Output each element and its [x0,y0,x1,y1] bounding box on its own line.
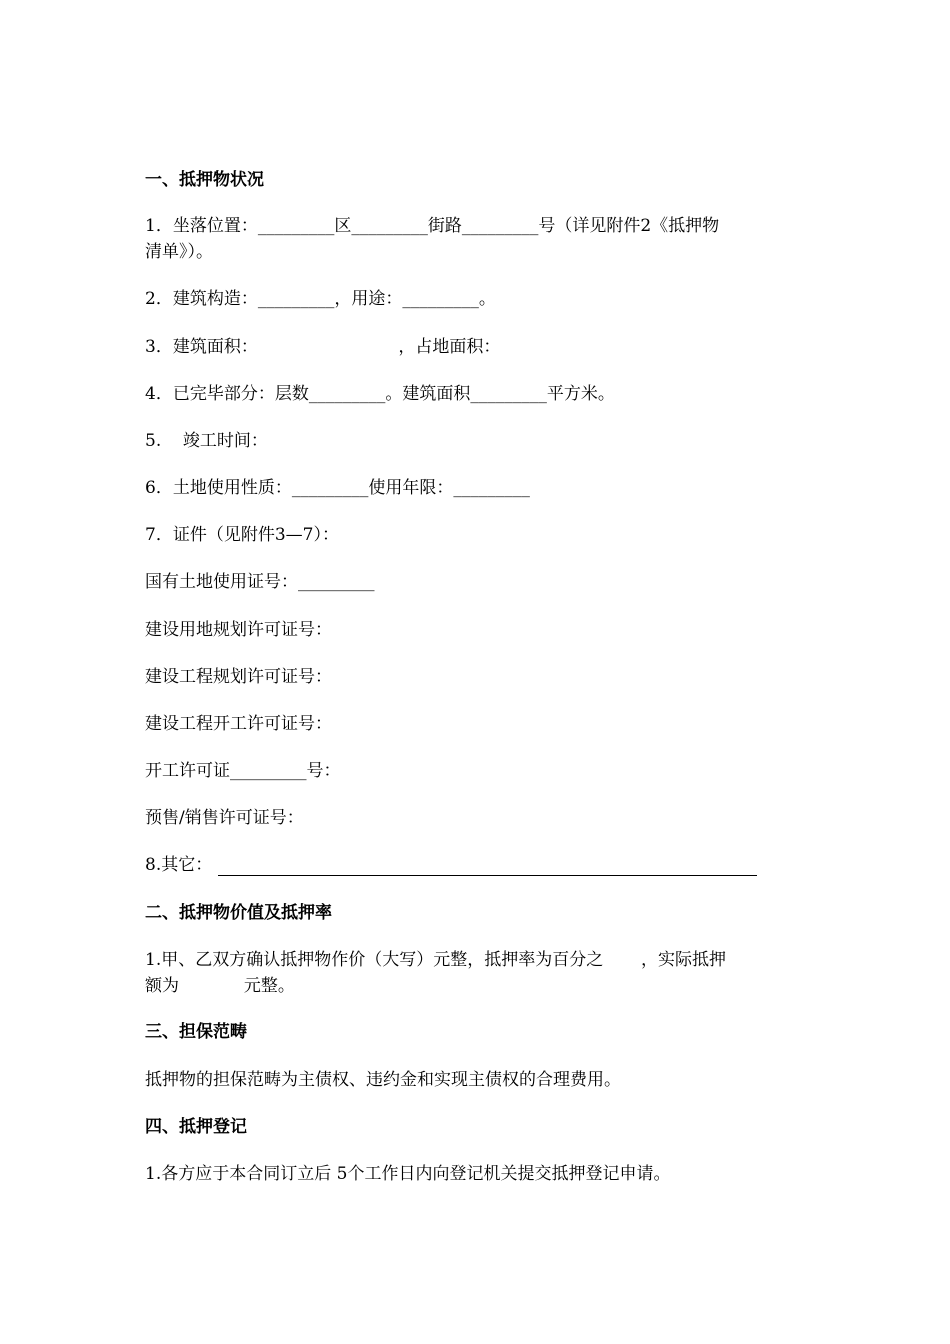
clause-work-permit: 开工许可证_________号： [145,761,341,781]
clause-certificates: 7．证件（见附件3—7）： [145,525,339,545]
clause-land-use: 6．土地使用性质：_________使用年限：_________ [145,478,530,498]
clause-construction-permit: 建设工程开工许可证号： [145,714,332,734]
section-heading-registration: 四、抵押登记 [145,1117,247,1137]
clause-land-planning-permit: 建设用地规划许可证号： [145,620,332,640]
clause-building-area: 3．建筑面积： ，占地面积： [145,337,501,357]
clause-guarantee-scope: 抵押物的担保范畴为主债权、违约金和实现主债权的合理费用。 [145,1070,621,1090]
clause-other: 8.其它： [145,855,213,875]
clause-engineering-planning-permit: 建设工程规划许可证号： [145,667,332,687]
clause-presale-permit: 预售/销售许可证号： [145,808,304,828]
clause-completion-time: 5. 竣工时间： [145,431,268,451]
clause-land-use-cert: 国有土地使用证号：_________ [145,572,375,592]
section-heading-guarantee-scope: 三、担保范畴 [145,1022,247,1042]
clause-location-continued: 清单》）。 [145,242,213,262]
clause-completed-part: 4．已完毕部分：层数_________。建筑面积_________平方米。 [145,384,615,404]
section-heading-mortgage-status: 一、抵押物状况 [145,170,264,190]
other-fill-line [218,875,757,876]
clause-location: 1．坐落位置：_________区_________街路_________号（详见附件2《抵押物 [145,216,720,236]
clause-value-confirmation-continued: 额为 元整。 [145,976,295,996]
clause-value-confirmation: 1.甲、乙双方确认抵押物作价（大写）元整，抵押率为百分之 ，实际抵押 [145,950,727,970]
section-heading-value-rate: 二、抵押物价值及抵押率 [145,903,332,923]
clause-building-structure: 2．建筑构造：_________，用途：_________。 [145,289,496,309]
clause-registration: 1.各方应于本合同订立后 5个工作日内向登记机关提交抵押登记申请。 [145,1164,671,1184]
